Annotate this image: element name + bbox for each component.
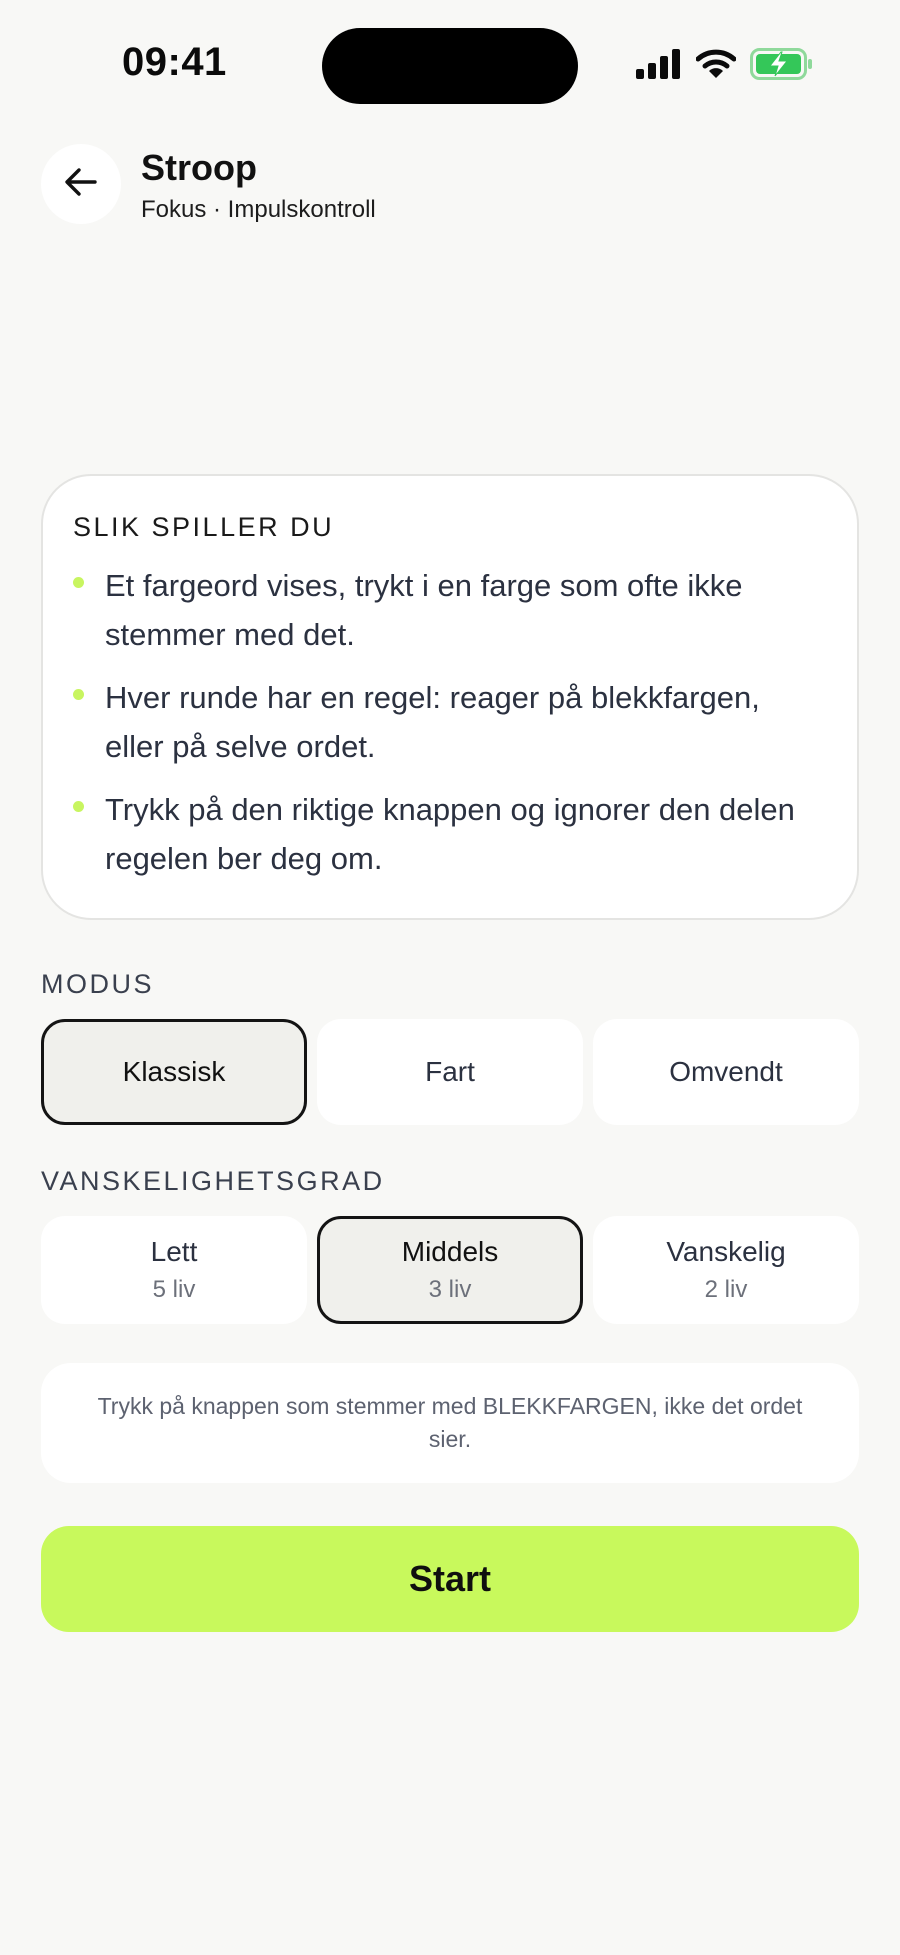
how-to-play-heading: SLIK SPILLER DU [73,512,335,542]
difficulty-lives: 2 liv [704,1276,748,1303]
mode-option-label: Klassisk [122,1056,226,1087]
status-time: 09:41 [122,40,227,84]
page-subtitle: Fokus · Impulskontroll [141,196,376,223]
difficulty-option-middels[interactable] [317,1216,583,1324]
rule-text: Hver runde har en regel: reager på blekkfargen, eller på selve ordet. [105,680,760,764]
rules-list [73,561,827,883]
how-to-play-card [41,474,859,920]
bullet-dot [73,801,84,812]
difficulty-selector [41,1216,859,1324]
dynamic-island [322,28,578,104]
page-title: Stroop [141,147,257,188]
difficulty-option-vanskelig[interactable] [593,1216,859,1324]
difficulty-option-label: Vanskelig [666,1236,786,1267]
difficulty-lives: 3 liv [428,1276,472,1303]
mode-label: MODUS [41,969,154,999]
rule-text: Et fargeord vises, trykt i en farge som ofte ikke stemmer med det. [105,568,743,652]
rule-item [73,561,827,659]
difficulty-option-label: Middels [401,1236,499,1267]
back-button[interactable] [41,144,121,224]
difficulty-label: VANSKELIGHETSGRAD [41,1166,385,1196]
hint-text: Trykk på knappen som stemmer med BLEKKFARGEN, ikke det ordet sier. [97,1393,803,1452]
start-button[interactable]: Start [41,1526,859,1632]
hint-box [41,1363,859,1483]
cellular-signal-icon [636,49,682,84]
rule-text: Trykk på den riktige knappen og ignorer den delen regelen ber deg om. [105,792,795,876]
difficulty-option-lett[interactable] [41,1216,307,1324]
difficulty-option-label: Lett [150,1236,198,1267]
bullet-dot [73,689,84,700]
mode-option-label: Omvendt [669,1056,783,1087]
battery-charging-icon [750,48,814,85]
status-icons [636,46,814,86]
difficulty-lives: 5 liv [152,1276,196,1303]
mode-selector [41,1019,859,1125]
wifi-icon [696,49,736,84]
bullet-dot [73,577,84,588]
arrow-left-icon [64,167,98,202]
rule-item [73,785,827,883]
mode-option-fart[interactable] [317,1019,583,1125]
mode-option-label: Fart [425,1056,475,1087]
rule-item [73,673,827,771]
mode-option-klassisk[interactable] [41,1019,307,1125]
mode-option-omvendt[interactable] [593,1019,859,1125]
